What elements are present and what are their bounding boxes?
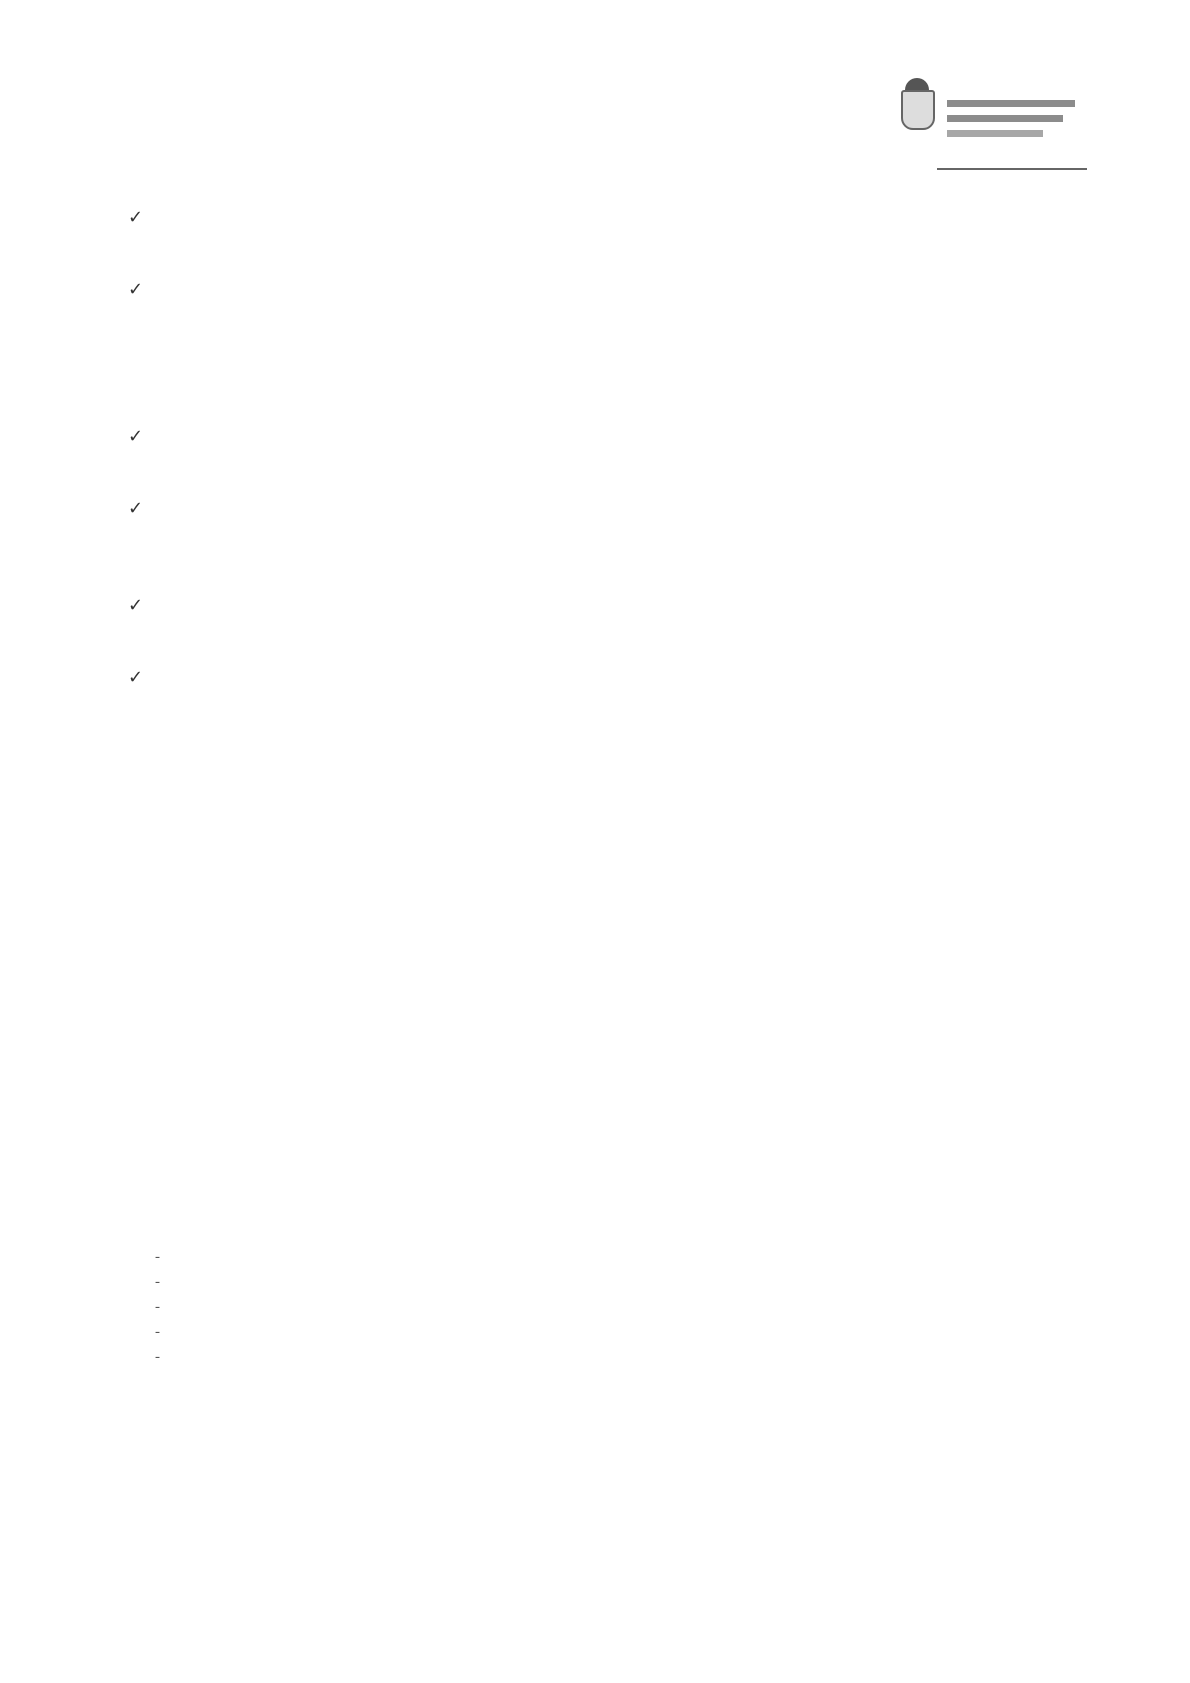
notice-line — [128, 1068, 1093, 1093]
grade-row — [155, 1345, 855, 1370]
activity-text — [164, 593, 1093, 643]
institution-logo — [885, 70, 1090, 180]
crest-shield-icon — [901, 90, 935, 130]
evaluation-notices — [128, 990, 1093, 1118]
checkmark-icon: ✓ — [128, 498, 144, 519]
activity-item — [128, 665, 1093, 865]
activity-text — [164, 277, 1093, 402]
checkmark-icon: ✓ — [128, 426, 144, 447]
activity-text — [164, 205, 1093, 255]
activity-text — [164, 496, 1093, 571]
activity-text — [164, 665, 1093, 865]
dash-bullet: - — [155, 1349, 160, 1365]
activity-item — [128, 496, 1093, 571]
notice-line — [128, 1093, 1093, 1118]
activity-item — [128, 424, 1093, 474]
plagiarism-paragraph — [128, 1142, 1093, 1217]
checkmark-icon: ✓ — [128, 207, 144, 228]
checkmark-icon: ✓ — [128, 595, 144, 616]
grade-row — [155, 1270, 855, 1295]
crest-crown-icon — [905, 78, 929, 90]
activity-item — [128, 593, 1093, 643]
checkmark-icon: ✓ — [128, 279, 144, 300]
dash-bullet: - — [155, 1299, 160, 1315]
checkmark-icon: ✓ — [128, 667, 144, 688]
activity-item — [128, 277, 1093, 402]
activity-text — [164, 424, 1093, 474]
dash-bullet: - — [155, 1274, 160, 1290]
grading-list — [155, 1245, 855, 1370]
dash-bullet: - — [155, 1249, 160, 1265]
notice-line — [128, 1043, 1093, 1068]
activity-item — [128, 205, 1093, 255]
grade-row — [155, 1320, 855, 1345]
grade-row — [155, 1245, 855, 1270]
grade-row — [155, 1295, 855, 1320]
logo-wordmark — [947, 100, 1077, 145]
activities-list — [128, 205, 1093, 887]
dash-bullet: - — [155, 1324, 160, 1340]
header-rule — [937, 168, 1087, 170]
notice-line — [128, 990, 1093, 1015]
